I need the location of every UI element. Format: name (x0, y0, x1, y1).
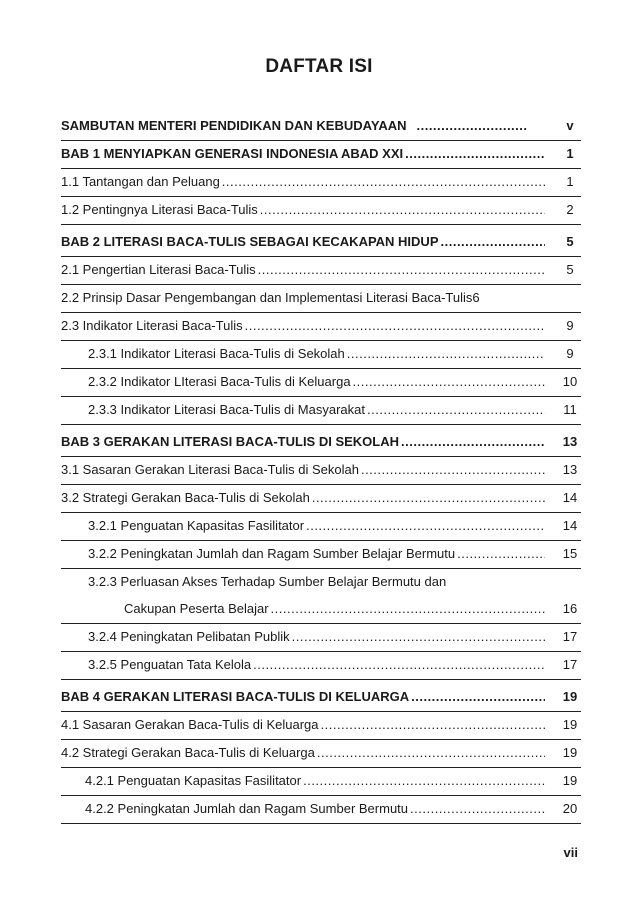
dot-leader (321, 717, 546, 733)
toc-entry[interactable] (61, 717, 581, 740)
toc-entry-page: 5 (566, 262, 574, 277)
toc-entry-page: 20 (562, 801, 578, 816)
toc-entry-label: 3.2.2 Peningkatan Jumlah dan Ragam Sumber Belajar Bermutu (88, 546, 456, 561)
toc-entry-page: 13 (562, 462, 578, 477)
toc-entry[interactable] (61, 402, 581, 425)
toc-entry-page: 1 (566, 174, 574, 189)
toc-entry-label: 3.1 Sasaran Gerakan Literasi Baca-Tulis di Sekolah (61, 462, 359, 477)
dot-leader (303, 773, 545, 789)
toc-entry[interactable] (61, 202, 581, 225)
toc-entry-label: 2.2 Prinsip Dasar Pengembangan dan Implementasi Literasi Baca-Tulis6 (61, 290, 480, 305)
toc-entry-page: 11 (563, 402, 577, 417)
toc-entry[interactable] (61, 346, 581, 369)
toc-entry-label: 3.2.3 Perluasan Akses Terhadap Sumber Belajar Bermutu dan (88, 574, 447, 589)
toc-entry[interactable] (61, 574, 581, 596)
dot-leader (260, 202, 545, 218)
toc-entry-label: 1.1 Tantangan dan Peluang (61, 174, 220, 189)
dot-leader (222, 174, 545, 190)
toc-entry-label: Cakupan Peserta Belajar (124, 601, 269, 616)
toc-entry-label: 3.2.4 Peningkatan Pelibatan Publik (88, 629, 290, 644)
toc-entry-label: BAB 1 MENYIAPKAN GENERASI INDONESIA ABAD XXI (61, 146, 404, 161)
toc-entry-page: 10 (562, 374, 578, 389)
toc-entry[interactable] (61, 462, 581, 485)
toc-entry-label: BAB 4 GERAKAN LITERASI BACA-TULIS DI KELUARGA (61, 689, 410, 704)
toc-entry[interactable] (61, 490, 581, 513)
dot-leader (253, 657, 545, 673)
toc-entry-label: BAB 3 GERAKAN LITERASI BACA-TULIS DI SEKOLAH (61, 434, 400, 449)
page-title: DAFTAR ISI (265, 56, 373, 77)
toc-entry-page: 15 (562, 546, 578, 561)
dot-leader (441, 234, 546, 250)
toc-entry-page: 14 (562, 490, 578, 505)
dot-leader (411, 689, 545, 705)
dot-leader (317, 745, 545, 761)
dot-leader (306, 518, 545, 534)
toc-entry-page: 19 (562, 689, 578, 704)
dot-leader (292, 629, 545, 645)
toc-entry[interactable] (61, 657, 581, 680)
toc-entry[interactable] (61, 262, 581, 285)
dot-leader (457, 546, 545, 562)
toc-entry-page: 19 (562, 773, 578, 788)
toc-entry[interactable] (61, 434, 581, 457)
toc-entry-label: 2.1 Pengertian Literasi Baca-Tulis (61, 262, 256, 277)
toc-entry[interactable] (61, 318, 581, 341)
toc-entry[interactable] (61, 546, 581, 569)
toc-entry-label: 1.2 Pentingnya Literasi Baca-Tulis (61, 202, 258, 217)
toc-entry-page: 16 (562, 601, 578, 616)
toc-entry[interactable] (61, 146, 581, 169)
toc-entry-page: 9 (566, 318, 574, 333)
toc-entry-label: 3.2 Strategi Gerakan Baca-Tulis di Sekolah (61, 490, 310, 505)
dot-leader (361, 462, 545, 478)
toc-entry[interactable] (61, 601, 581, 624)
toc-entry[interactable] (61, 629, 581, 652)
toc-entry-page: 14 (562, 518, 578, 533)
toc-entry[interactable] (61, 290, 581, 313)
toc-entry-label: 4.1 Sasaran Gerakan Baca-Tulis di Keluarga (61, 717, 319, 732)
toc-entry-page: 9 (566, 346, 574, 361)
toc-entry-page: v (566, 118, 574, 133)
toc-entry-label: 4.2 Strategi Gerakan Baca-Tulis di Keluarga (61, 745, 315, 760)
dot-leader (258, 262, 545, 278)
toc-entry-page: 1 (566, 146, 574, 161)
toc-entry-label: 2.3.2 Indikator LIterasi Baca-Tulis di Keluarga (88, 374, 351, 389)
dot-leader (401, 434, 545, 450)
table-of-contents (61, 118, 581, 829)
toc-entry-page: 13 (562, 434, 578, 449)
toc-entry-label: SAMBUTAN MENTERI PENDIDIKAN DAN KEBUDAYAAN (61, 118, 407, 133)
toc-entry-page: 19 (562, 745, 578, 760)
dot-leader (271, 601, 545, 617)
dot-leader (312, 490, 545, 506)
dot-leader (367, 402, 545, 418)
toc-entry[interactable] (61, 773, 581, 796)
dot-leader (347, 346, 545, 362)
toc-entry-label: 4.2.1 Penguatan Kapasitas Fasilitator (85, 773, 302, 788)
toc-entry-page: 2 (566, 202, 574, 217)
toc-entry[interactable] (61, 745, 581, 768)
toc-entry-label: 3.2.5 Penguatan Tata Kelola (88, 657, 252, 672)
toc-entry-page: 17 (562, 629, 578, 644)
toc-entry-label: 2.3.3 Indikator Literasi Baca-Tulis di Masyarakat (88, 402, 365, 417)
toc-entry-page: 17 (562, 657, 578, 672)
toc-entry-label: 3.2.1 Penguatan Kapasitas Fasilitator (88, 518, 305, 533)
toc-entry-page: 5 (566, 234, 574, 249)
dot-leader (410, 801, 545, 817)
dot-leader (245, 318, 545, 334)
toc-entry-label: 4.2.2 Peningkatan Jumlah dan Ragam Sumber Bermutu (85, 801, 409, 816)
toc-entry[interactable] (61, 518, 581, 541)
toc-entry-page: 19 (562, 717, 578, 732)
toc-entry[interactable] (61, 234, 581, 257)
toc-entry[interactable] (61, 174, 581, 197)
dot-leader (353, 374, 545, 390)
toc-entry-label: 2.3.1 Indikator Literasi Baca-Tulis di Sekolah (88, 346, 345, 361)
toc-entry-label: 2.3 Indikator Literasi Baca-Tulis (61, 318, 243, 333)
toc-entry[interactable] (61, 689, 581, 712)
toc-entry-label: BAB 2 LITERASI BACA-TULIS SEBAGAI KECAKAPAN HIDUP (61, 234, 439, 249)
toc-entry[interactable] (61, 374, 581, 397)
dot-leader (405, 146, 545, 162)
dot-leader (416, 118, 528, 134)
toc-entry[interactable] (61, 118, 581, 141)
toc-entry[interactable] (61, 801, 581, 824)
page-number: vii (563, 845, 578, 860)
